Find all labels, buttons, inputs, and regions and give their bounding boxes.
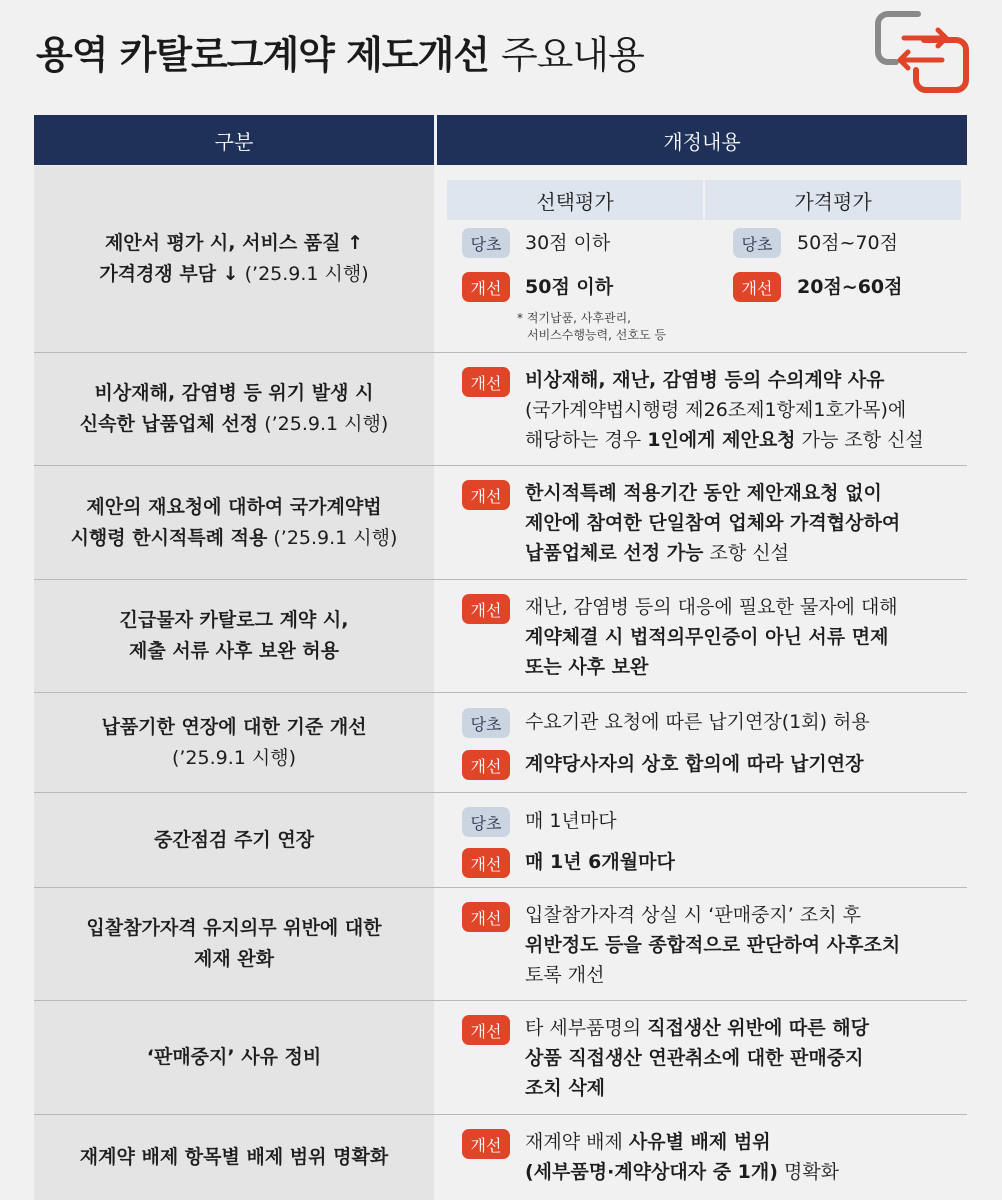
- row-label: 중간점검 주기 연장: [153, 828, 315, 851]
- content-line: (국가계약법시행령 제26조제1항제1호가목)에: [525, 399, 907, 421]
- price-after: 20점~60점: [797, 276, 903, 298]
- content-line: 입찰참가자격 상실 시 ‘판매중지’ 조치 후: [525, 904, 861, 926]
- table-row: [34, 580, 967, 693]
- row-date: (’25.9.1 시행): [258, 413, 389, 435]
- row-category: [34, 580, 434, 692]
- row-content: [437, 888, 967, 1000]
- badge-after: 개선: [733, 272, 781, 302]
- badge-after: 개선: [462, 272, 510, 302]
- row-content: [437, 466, 967, 579]
- eval-head-selection: 선택평가: [447, 180, 703, 220]
- page-title: [36, 24, 644, 84]
- row-content: [437, 1001, 967, 1114]
- row-label: 제안의 재요청에 대하여 국가계약법 시행령 한시적특례 적용: [70, 495, 382, 549]
- header-category: 구분: [34, 115, 434, 165]
- row-label: 입찰참가자격 유지의무 위반에 대한 제재 완화: [86, 917, 382, 970]
- content-line: 조치 삭제: [525, 1077, 606, 1099]
- content-line: 토록 개선: [525, 964, 605, 986]
- badge-after: 개선: [462, 480, 510, 510]
- row-label: 긴급물자 카탈로그 계약 시, 제출 서류 사후 보완 허용: [119, 609, 349, 662]
- content-line: 위반정도 등을 종합적으로 판단하여 사후조치: [525, 934, 901, 956]
- row-label: ‘판매중지’ 사유 정비: [146, 1046, 322, 1068]
- selection-after: 50점 이하: [525, 276, 614, 298]
- content-before: 매 1년마다: [525, 810, 617, 832]
- content-line: 제안에 참여한 단일참여 업체와 가격협상하여: [525, 512, 901, 534]
- row-category: [34, 353, 434, 465]
- content-line: 타 세부품명의 직접생산 위반에 따른 해당: [525, 1017, 869, 1039]
- row-label: 납품기한 연장에 대한 기준 개선: [101, 715, 367, 738]
- badge-after: 개선: [462, 750, 510, 780]
- content-after: 매 1년 6개월마다: [525, 851, 675, 873]
- row-content: [437, 166, 967, 352]
- content-line: 계약체결 시 법적의무인증이 아닌 서류 면제: [525, 626, 889, 648]
- table-row: [34, 166, 967, 353]
- row-category: [34, 466, 434, 579]
- content-before: 수요기관 요청에 따른 납기연장(1회) 허용: [525, 711, 870, 733]
- row-category: [34, 793, 434, 887]
- badge-after: 개선: [462, 367, 510, 397]
- price-before: 50점~70점: [797, 232, 898, 254]
- eval-note: 서비스수행능력, 선호도 등: [527, 328, 666, 342]
- row-content: [437, 693, 967, 792]
- content-line: 재계약 배제 사유별 배제 범위: [525, 1131, 771, 1153]
- content-line: 해당하는 경우 1인에게 제안요청 가능 조항 신설: [525, 429, 924, 451]
- exchange-logo-icon: [874, 8, 970, 96]
- row-category: [34, 1115, 434, 1200]
- content-line: (세부품명·계약상대자 중 1개) 명확화: [525, 1161, 840, 1183]
- table-row: [34, 693, 967, 793]
- badge-before: 당초: [462, 228, 510, 258]
- row-category: [34, 166, 434, 352]
- badge-after: 개선: [462, 848, 510, 878]
- row-content: [437, 1115, 967, 1200]
- row-content: [437, 580, 967, 692]
- eval-head-price: 가격평가: [705, 180, 961, 220]
- badge-after: 개선: [462, 594, 510, 624]
- content-line: 재난, 감염병 등의 대응에 필요한 물자에 대해: [525, 596, 898, 618]
- table-row: [34, 466, 967, 580]
- badge-before: 당초: [462, 708, 510, 738]
- row-category: [34, 693, 434, 792]
- row-label: 제안서 평가 시, 서비스 품질 ↑ 가격경쟁 부담 ↓: [99, 232, 364, 285]
- table-row: [34, 1115, 967, 1200]
- title-bold: 용역 카탈로그계약 제도개선: [36, 33, 489, 77]
- row-date: (’25.9.1 시행): [267, 526, 398, 549]
- header-content: 개정내용: [437, 115, 967, 165]
- eval-note: * 적기납품, 사후관리,: [517, 311, 631, 325]
- row-date: (’25.9.1 시행): [238, 263, 369, 285]
- row-category: [34, 1001, 434, 1114]
- table-row: [34, 793, 967, 888]
- table-header: [34, 115, 967, 165]
- row-date: (’25.9.1 시행): [171, 746, 297, 769]
- content-after: 계약당사자의 상호 합의에 따라 납기연장: [525, 753, 864, 775]
- content-line: 또는 사후 보완: [525, 656, 649, 678]
- content-line: 한시적특례 적용기간 동안 제안재요청 없이: [525, 482, 882, 504]
- table-row: [34, 888, 967, 1001]
- row-category: [34, 888, 434, 1000]
- content-line: 납품업체로 선정 가능 조항 신설: [525, 542, 789, 564]
- title-light: 주요내용: [500, 33, 644, 77]
- selection-before: 30점 이하: [525, 232, 611, 254]
- badge-after: 개선: [462, 1129, 510, 1159]
- row-label: 재계약 배제 항목별 배제 범위 명확화: [79, 1146, 389, 1168]
- badge-before: 당초: [462, 807, 510, 837]
- badge-after: 개선: [462, 902, 510, 932]
- content-line: 비상재해, 재난, 감염병 등의 수의계약 사유: [525, 369, 885, 391]
- row-content: [437, 353, 967, 465]
- content-line: 상품 직접생산 연관취소에 대한 판매중지: [525, 1047, 864, 1069]
- table-row: [34, 1001, 967, 1115]
- row-content: [437, 793, 967, 887]
- badge-after: 개선: [462, 1015, 510, 1045]
- badge-before: 당초: [733, 228, 781, 258]
- table-row: [34, 353, 967, 466]
- row-label: 비상재해, 감염병 등 위기 발생 시 신속한 납품업체 선정: [79, 382, 374, 435]
